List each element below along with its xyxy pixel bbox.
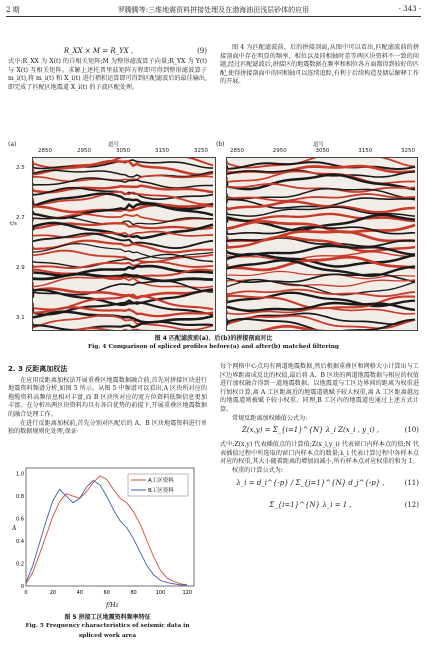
body-paragraph: 式中:R_XX 为 X(t) 的自相关矩阵;M 为整形滤波算子向量;R_YX 为 Y(t) 与 X(t) 互相关矩阵。求解上述托普里兹矩阵方程即可得到整形滤波算子 m_i(t),将 m_i(t) 和 X_i(t) 进行褶积运算即可得到匹配滤波后的最佳输出,即完成了匹配区地震道 X_i(t) 的子波匹配处理。 [8, 58, 207, 91]
y-tick-label: 0 [20, 584, 24, 590]
x-tick-label: 0 [24, 590, 28, 596]
time-ticks [16, 157, 32, 329]
equation-9-body: R_XX × M = R_YX , [63, 47, 134, 55]
y-tick-label: 0.6 [16, 516, 24, 523]
time-tick-label: 2.7 [16, 215, 25, 221]
trace-tick-label: 3250 [401, 148, 415, 154]
seismic-panel-before [32, 157, 216, 331]
time-tick-label: 2.5 [16, 165, 25, 171]
equation-11-body: λ_i = d_i^{-p} / Σ_{j=1}^{N} d_j^{-p} , [236, 478, 385, 487]
trace-tick-label: 2950 [77, 148, 91, 154]
reflector-event [227, 280, 415, 287]
trace-tick-label: 2950 [272, 148, 287, 154]
seismic-reflections [33, 158, 215, 330]
body-paragraph: 每个网格中心点均有两道地震数据,然后根据重叠区和网格大小计算出与工区边界距离成反比的权值,最后将 A、B 区块的两道地震数据与相应的权值进行加权融合得到一道地震数据。以地震道与工区边界间的距离为权重进行加权计算,离 A 工区距离近的地震道就赋予较大权重,离 A 工区距离越远的地震道则被赋予较小权重。同理,B 工区内的地震道也通过上述方式计算。 [220, 363, 419, 413]
equation-10-body: Z(x,y) = Σ_{i=1}^{N} λ_i Z(x_i , y_i) , [241, 426, 380, 435]
body-paragraph: 在进行反距离加权前,首先分别对匹配后的 A、B 区块地震资料进行单独的数据规则化处理,保证 [8, 419, 207, 436]
figure-5-caption-en-2: spliced work area [78, 633, 137, 639]
right-bottom-column [220, 363, 419, 514]
equation-9 [8, 44, 207, 58]
y-tick-label: 0.4 [16, 539, 24, 546]
figure-4-caption-cn: 图 4 匹配滤波前(a)、后(b)的拼接剖面对比 [154, 335, 273, 342]
figure-5-caption-en-1: Fig. 5 Frequency characteristics of seismic data in [25, 623, 190, 629]
time-tick-label: 2.9 [16, 265, 25, 271]
y-axis-label: A [12, 525, 17, 532]
trace-tick-label: 3050 [315, 148, 330, 154]
body-paragraph: 在应用反距离加权法开展重叠区地震数据融合前,首先对拼接区块进行地震资料频谱分析,如图 5 所示。从图 5 中频谱可以看出,A 区块所对应的拖缆资料高频信息相对丰富,而 B 区块所对应的宽方位资料低频信息更加丰富。在分析出两区块资料均具有各自优势的前提下,开展重叠区地震数据的融合处理工作。 [8, 376, 207, 418]
x-tick-label: 20 [49, 590, 57, 596]
trace-tick-label: 3250 [194, 148, 208, 154]
running-header [6, 4, 421, 17]
panel-b-label: (b) [216, 141, 225, 148]
legend [128, 474, 188, 496]
trace-tick-label: 3150 [358, 148, 373, 154]
time-tick-label: 3.1 [16, 315, 25, 321]
figure-4-caption-en: Fig. 4 Comparison of spliced profiles before(a) and after(b) matched filtering [87, 344, 339, 350]
trace-ticks-b [230, 148, 415, 156]
equation-11 [220, 476, 419, 498]
x-tick-label: 40 [76, 590, 83, 596]
body-paragraph: 权重的计算公式为: [232, 466, 283, 474]
equation-10 [220, 423, 419, 441]
legend-b: B工区资料 [148, 488, 174, 494]
equation-11-number: (11) [404, 478, 419, 487]
reflector-event [227, 303, 415, 311]
equation-9-number: (9) [197, 47, 207, 55]
right-top-column [220, 44, 419, 87]
figure-5 [8, 462, 207, 650]
figure-4 [8, 141, 419, 357]
x-tick-label: 60 [103, 590, 110, 596]
x-tick-label: 80 [130, 590, 137, 596]
frequency-chart [8, 462, 207, 612]
seismic-reflections [227, 158, 417, 330]
x-tick-label: 100 [155, 590, 166, 596]
trace-tick-label: 2850 [230, 148, 244, 154]
left-bottom-column [8, 363, 207, 437]
time-axis-label: t/s [10, 221, 17, 227]
panel-a-label: (a) [8, 141, 17, 148]
x-tick-label: 120 [182, 590, 193, 596]
equation-12-number: (12) [404, 500, 419, 509]
page-number: · 343 · [398, 5, 421, 13]
figure-5-caption-cn: 图 5 拼接工区地震资料频率特征 [64, 614, 151, 621]
trace-tick-label: 2850 [38, 148, 52, 154]
trace-axis-title: 道号 [313, 142, 325, 148]
trace-axis-title: 道号 [108, 142, 120, 148]
running-title: 罗腾腾等:三维地震资料拼接处理及在渤海油田浅层砂体的应用 [117, 6, 310, 14]
trace-ticks-a [38, 148, 208, 156]
reflector-event [33, 322, 213, 330]
y-tick-label: 0.2 [16, 561, 24, 568]
x-axis-label: f/Hz [106, 602, 119, 609]
y-tick-label: 0.8 [16, 494, 24, 501]
equation-10-number: (10) [404, 426, 419, 435]
body-paragraph: 式中:Z(x,y) 代表插值点的计算值;Z(x_i,y_i) 代表窗口内样本点的值;N 代表插值过程中所选取的窗口内样本点的数量;λ_i 代表计算过程中各样本点对应的权重,其大小随着距离的增加而减小,所有样本点对应权重的和为 1。 [220, 441, 419, 466]
seismic-panel-after [226, 157, 418, 331]
issue-number: 2 期 [6, 6, 20, 14]
equation-12-body: Σ_{i=1}^{N} λ_i = 1 , [269, 500, 352, 509]
left-top-column [8, 44, 207, 92]
trace-tick-label: 3050 [116, 148, 130, 154]
body-paragraph: 图 4 为匹配滤波前、后的拼接剖面,从图中可以看出,匹配滤波前的拼接剖面中存在明显的频率、相位以及同相轴时差等两区块资料不一致的问题,经过匹配滤波后,拼接区的地震数据在频率和相位各方面都得到较好的匹配,使得拼接剖面中的同相轴可以连续追踪,有利于后续构造及储层解释工作的开展。 [220, 44, 419, 86]
y-tick-label: 1.0 [16, 471, 24, 478]
section-heading: 2. 3 反距离加权法 [8, 365, 68, 373]
body-paragraph: 常规反距离加权插值公式为: [232, 414, 308, 422]
equation-12 [220, 498, 419, 514]
legend-a: A工区资料 [148, 478, 174, 484]
trace-tick-label: 3150 [155, 148, 169, 154]
